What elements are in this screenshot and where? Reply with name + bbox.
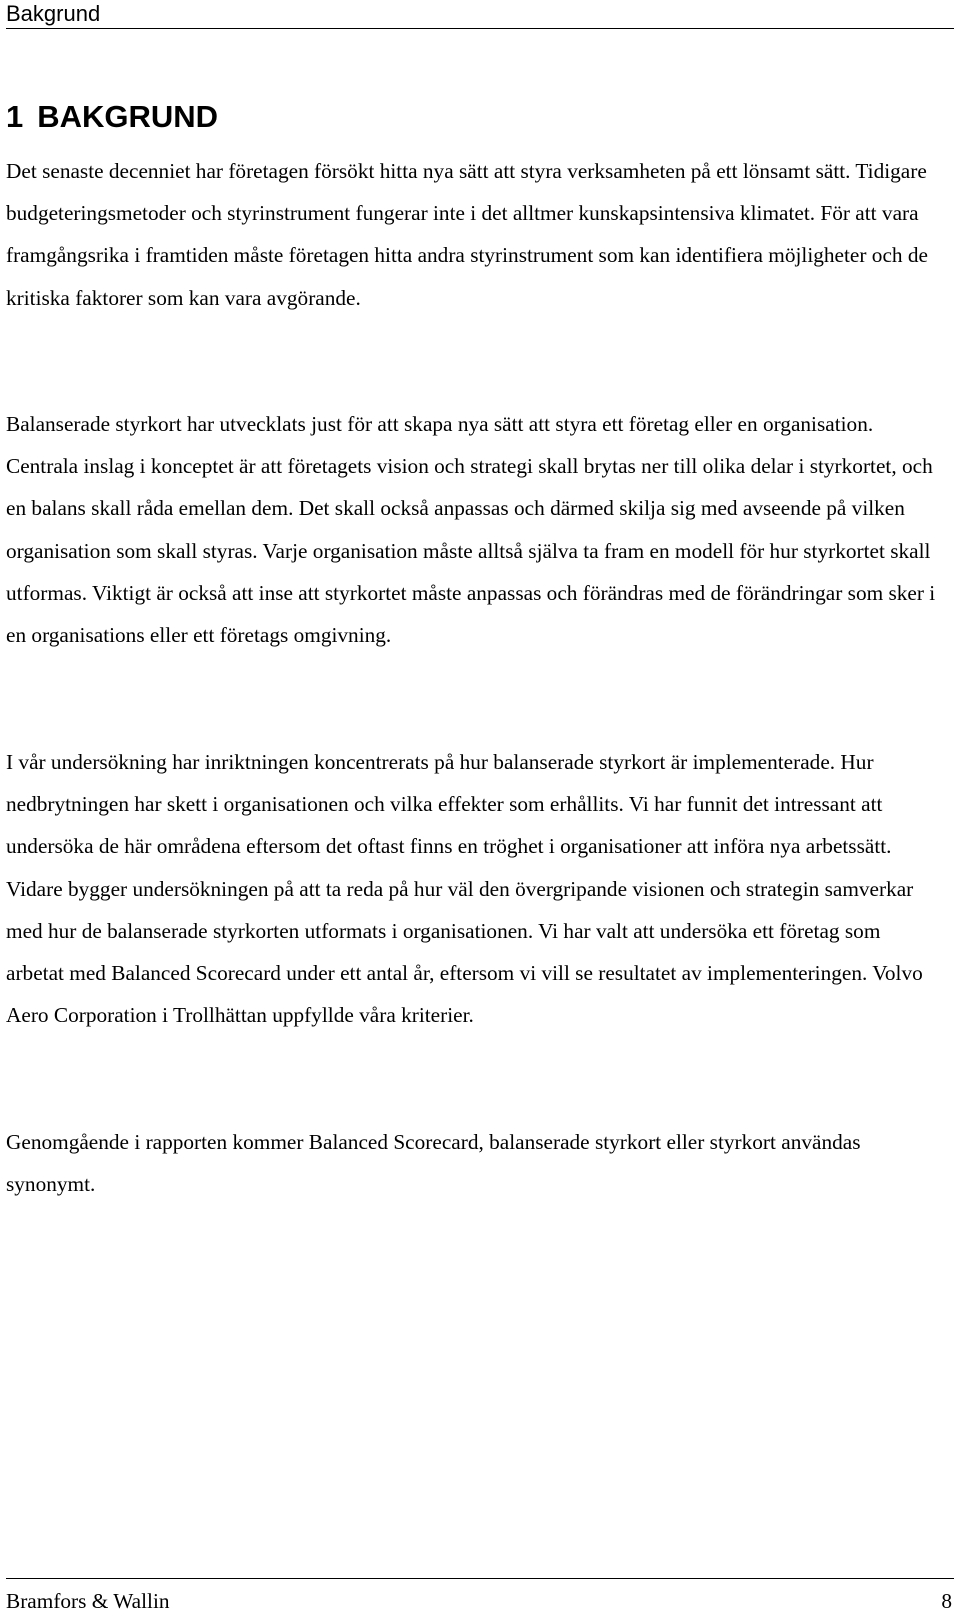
footer-authors: Bramfors & Wallin [6,1589,170,1613]
chapter-title: BAKGRUND [37,99,219,134]
running-header-title: Bakgrund [6,1,101,26]
chapter-heading [6,95,218,139]
paragraph-study-focus: I vår undersökning har inriktningen koncentrerats på hur balanserade styrkort är implementerade. Hur nedbrytningen har skett i organisationen och vilka effekter som erhållits. Vi har funnit det intressant att undersöka de här områdena eftersom det oftast finns en tröghet i organisationer att införa nya arbetssätt. Vidare bygger undersökningen på att ta reda på hur väl den övergripande visionen och strategin samverkar med hur de balanserade styrkorten utformats i organisationen. Vi har valt att undersöka ett företag som arbetat med Balanced Scorecard under ett antal år, eftersom vi vill se resultatet av implementeringen. Volvo Aero Corporation i Trollhättan uppfyllde våra kriterier. [6,750,923,1028]
paragraph-intro: Det senaste decenniet har företagen försökt hitta nya sätt att styra verksamheten på ett lönsamt sätt. Tidigare budgeteringsmetoder och styrinstrument fungerar inte i det alltmer kunskapsintensiva klimatet. För att vara framgångsrika i framtiden måste företagen hitta andra styrinstrument som kan identifiera möjligheter och de kritiska faktorer som kan vara avgörande. [6,159,928,310]
chapter-number: 1 [6,99,24,134]
paragraph-terminology: Genomgående i rapporten kommer Balanced Scorecard, balanserade styrkort eller styrkort användas synonymt. [6,1130,861,1197]
paragraph-balanced-scorecard: Balanserade styrkort har utvecklats just för att skapa nya sätt att styra ett företag eller en organisation. Centrala inslag i konceptet är att företagets vision och strategi skall brytas ner till olika delar i styrkortet, och en balans skall råda emellan dem. Det skall också anpassas och därmed skilja sig med avseende på vilken organisation som skall styras. Varje organisation måste alltså själva ta fram en modell för hur styrkortet skall utformas. Viktigt är också att inse att styrkortet måste anpassas och förändras med de förändringar som sker i en organisations eller ett företags omgivning. [6,412,936,648]
running-header [6,0,954,29]
running-footer [6,1578,954,1614]
page-number: 8 [941,1589,952,1613]
